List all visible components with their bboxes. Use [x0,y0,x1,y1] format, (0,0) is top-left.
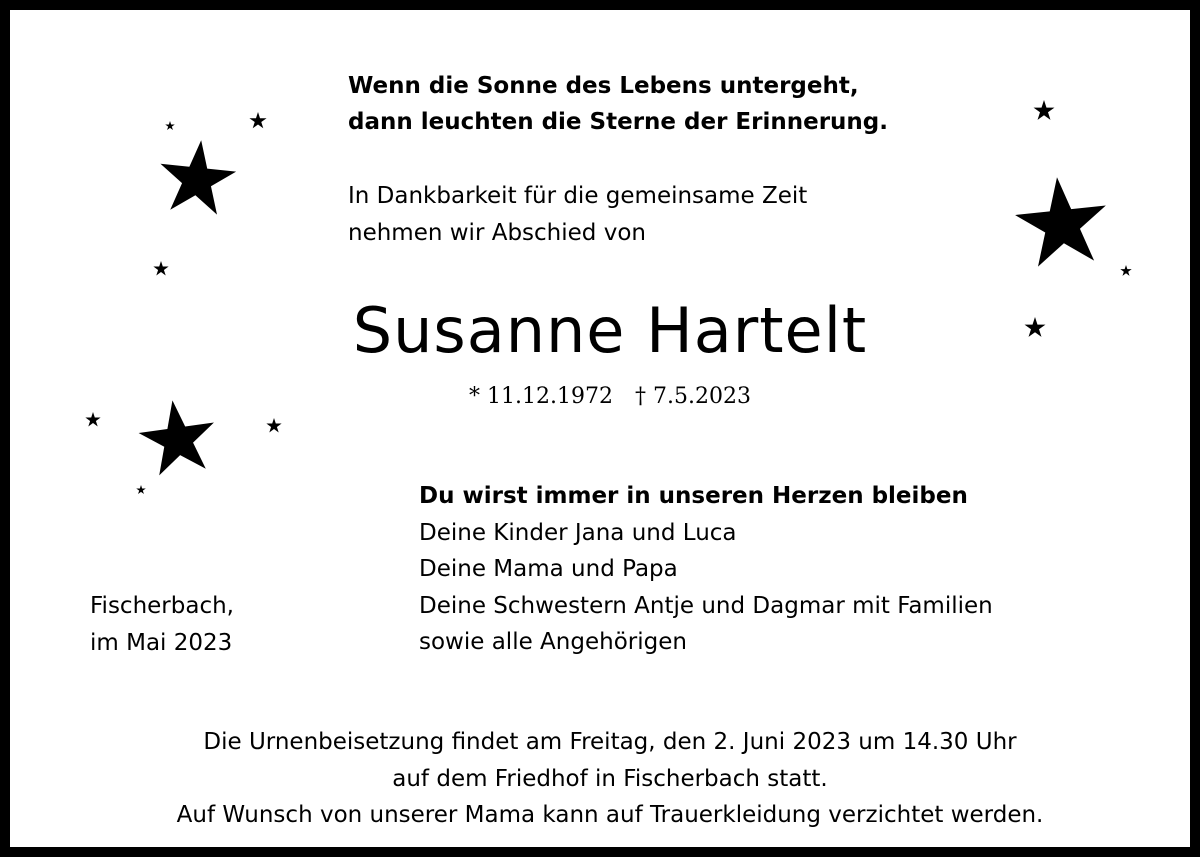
star-icon [153,261,168,275]
service-line-3: Auf Wunsch von unserer Mama kann auf Trauerkleidung verzichtet werden. [176,802,1044,828]
date-line: im Mai 2023 [90,629,233,656]
mourner-line: Deine Kinder Jana und Luca [419,519,737,546]
deceased-name: Susanne Hartelt [352,294,868,367]
quote-line-1: Wenn die Sonne des Lebens untergeht, [348,73,859,99]
service-line-2: auf dem Friedhof in Fischerbach statt. [392,765,828,792]
mourner-line: sowie alle Angehörigen [419,629,687,655]
place-and-date [90,588,234,661]
life-dates [10,380,1200,414]
star-icon [165,121,175,130]
death-date: † 7.5.2023 [635,384,751,409]
service-line-1: Die Urnenbeisetzung findet am Freitag, den 2. Juni 2023 um 14.30 Uhr [203,729,1017,755]
mourner-line: Deine Schwestern Antje und Dagmar mit Familien [419,592,993,619]
star-icon [1034,100,1055,120]
place-line: Fischerbach, [90,593,234,619]
star-icon [136,485,146,494]
star-icon [1012,172,1112,268]
service-notice [10,724,1200,834]
star-icon [1120,265,1131,276]
intro-line-2: nehmen wir Abschied von [348,220,646,246]
intro-line-1: In Dankbarkeit für die gemeinsame Zeit [348,183,808,209]
birth-date: * 11.12.1972 [469,384,613,409]
mourners-heading: Du wirst immer in unseren Herzen bleiben [419,483,968,509]
intro-text [348,178,807,252]
star-icon [249,112,266,128]
star-icon [266,418,281,432]
mourner-line: Deine Mama und Papa [419,556,678,582]
star-icon [85,412,100,426]
quote-line-2: dann leuchten die Sterne der Erinnerung. [348,109,889,135]
memorial-quote [348,68,888,140]
star-icon [156,136,239,216]
mourners-block [419,478,993,661]
